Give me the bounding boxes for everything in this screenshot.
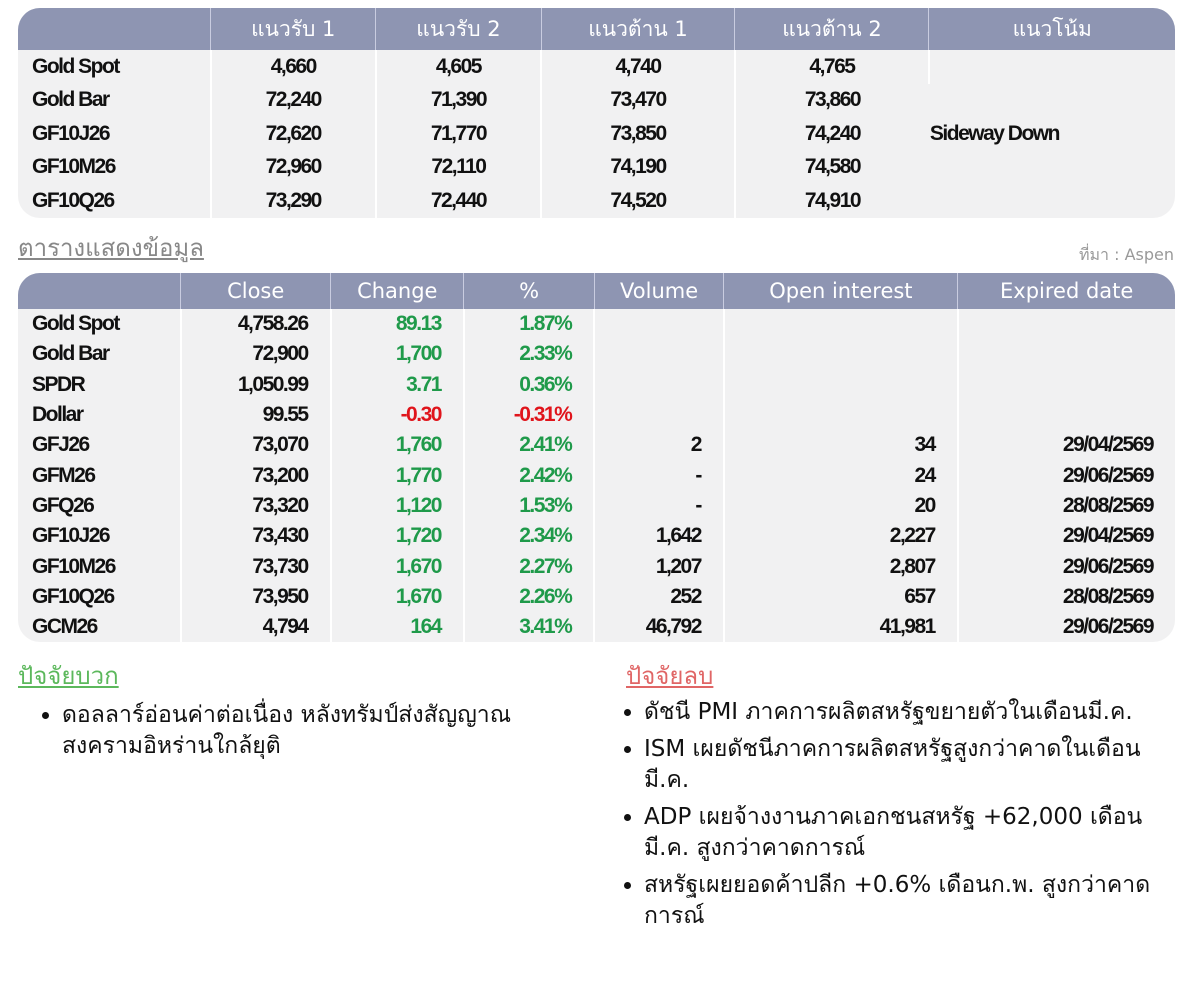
row-label: GF10M26: [18, 551, 181, 581]
market-data-table: [18, 273, 1175, 642]
table-row: [18, 491, 1175, 521]
cell: 657: [724, 582, 958, 612]
column-header: Close: [181, 273, 331, 309]
cell: 34: [724, 430, 958, 460]
cell: 73,430: [181, 521, 331, 551]
cell: 0.36%: [464, 370, 594, 400]
cell: 1,670: [331, 582, 464, 612]
cell: [958, 339, 1175, 369]
cell: 74,910: [804, 188, 861, 212]
factor-item: • สหรัฐเผยยอดค้าปลีก +0.6% เดือนก.พ. สูงกว่าคาดการณ์: [644, 870, 1184, 932]
cell: [958, 370, 1175, 400]
cell: 2.34%: [464, 521, 594, 551]
cell: 1.87%: [464, 309, 594, 339]
cell: 71,770: [376, 117, 541, 151]
cell: 2.42%: [464, 460, 594, 490]
column-header: [18, 273, 181, 309]
cell: 29/04/2569: [1062, 433, 1153, 457]
cell: -: [594, 491, 724, 521]
factor-item: • ดอลลาร์อ่อนค่าต่อเนื่อง หลังทรัมป์ส่งสัญญาณสงครามอิหร่านใกล้ยุติ: [62, 700, 582, 762]
cell: 29/06/2569: [1062, 615, 1153, 639]
negative-factors-title: ปัจจัยลบ: [626, 662, 714, 690]
table-row: [18, 50, 1175, 84]
cell: 89.13: [331, 309, 464, 339]
cell: 164: [331, 612, 464, 642]
column-header: Open interest: [724, 273, 958, 309]
support-resistance-table: [18, 8, 1175, 218]
cell: 72,240: [211, 84, 376, 118]
cell: 29/06/2569: [1062, 554, 1153, 578]
column-header: แนวรับ 2: [376, 8, 541, 50]
row-label: SPDR: [18, 370, 181, 400]
row-label: GF10Q26: [18, 184, 211, 218]
cell: 1,770: [331, 460, 464, 490]
cell: 4,740: [541, 50, 735, 84]
cell: 2.33%: [464, 339, 594, 369]
positive-factors-title: ปัจจัยบวก: [18, 662, 119, 690]
row-label: GFM26: [18, 460, 181, 490]
cell: 73,070: [181, 430, 331, 460]
cell: 28/08/2569: [1062, 493, 1153, 517]
cell: 73,860: [804, 88, 861, 112]
cell: 72,900: [181, 339, 331, 369]
cell: 41,981: [724, 612, 958, 642]
data-table-title: ตารางแสดงข้อมูล: [18, 234, 204, 262]
cell: 73,290: [211, 184, 376, 218]
cell: [958, 400, 1175, 430]
cell: 1,760: [331, 430, 464, 460]
cell: 29/06/2569: [1062, 463, 1153, 487]
cell: 1,207: [594, 551, 724, 581]
column-header: แนวรับ 1: [211, 8, 376, 50]
cell: [594, 309, 724, 339]
cell: 1,642: [594, 521, 724, 551]
table-row: [18, 460, 1175, 490]
cell: 4,758.26: [181, 309, 331, 339]
cell: 73,850: [541, 117, 735, 151]
cell: 99.55: [181, 400, 331, 430]
row-label: GFQ26: [18, 491, 181, 521]
cell: 1,120: [331, 491, 464, 521]
row-label: Dollar: [18, 400, 181, 430]
column-header: แนวโน้ม: [929, 8, 1175, 50]
column-header: %: [464, 273, 594, 309]
column-header: Expired date: [958, 273, 1175, 309]
cell: 71,390: [376, 84, 541, 118]
cell: 3.71: [331, 370, 464, 400]
cell: -: [594, 460, 724, 490]
table-row: [18, 582, 1175, 612]
cell: [958, 309, 1175, 339]
row-label: GF10J26: [18, 117, 211, 151]
row-label: GF10M26: [18, 151, 211, 185]
cell: 72,960: [211, 151, 376, 185]
cell: 2.41%: [464, 430, 594, 460]
positive-factors-list: [18, 700, 582, 768]
table-row: [18, 612, 1175, 642]
factor-item: • ISM เผยดัชนีภาคการผลิตสหรัฐสูงกว่าคาดในเดือนมี.ค.: [644, 734, 1184, 796]
cell: [724, 400, 958, 430]
cell: 73,320: [181, 491, 331, 521]
table-row: [18, 430, 1175, 460]
cell: 252: [594, 582, 724, 612]
cell: 1,720: [331, 521, 464, 551]
cell: [594, 370, 724, 400]
cell: 72,110: [376, 151, 541, 185]
cell: 29/04/2569: [1062, 524, 1153, 548]
cell: -0.30: [331, 400, 464, 430]
cell: 72,620: [211, 117, 376, 151]
cell: [724, 309, 958, 339]
cell: 4,660: [211, 50, 376, 84]
column-header: แนวต้าน 1: [541, 8, 735, 50]
cell: -0.31%: [464, 400, 594, 430]
cell: [724, 339, 958, 369]
row-label: Gold Bar: [18, 84, 211, 118]
cell: 46,792: [594, 612, 724, 642]
row-label: Gold Bar: [18, 339, 181, 369]
cell: 74,240: [804, 121, 861, 145]
table-row: [18, 551, 1175, 581]
table-row: [18, 400, 1175, 430]
cell: 73,950: [181, 582, 331, 612]
cell: 1,700: [331, 339, 464, 369]
column-header: Volume: [594, 273, 724, 309]
cell: 4,794: [181, 612, 331, 642]
row-label: Gold Spot: [18, 309, 181, 339]
cell: 72,440: [376, 184, 541, 218]
cell: 1,050.99: [181, 370, 331, 400]
cell: 1,670: [331, 551, 464, 581]
cell: [594, 400, 724, 430]
row-label: GFJ26: [18, 430, 181, 460]
cell: 73,470: [541, 84, 735, 118]
source-label: ที่มา : Aspen: [1078, 245, 1174, 264]
cell: 2: [594, 430, 724, 460]
table-row: [18, 521, 1175, 551]
cell: 74,520: [541, 184, 735, 218]
column-header: Change: [331, 273, 464, 309]
row-label: GCM26: [18, 612, 181, 642]
cell: 73,200: [181, 460, 331, 490]
table-row: [18, 309, 1175, 339]
cell: 2.27%: [464, 551, 594, 581]
cell: [594, 339, 724, 369]
cell: 24: [724, 460, 958, 490]
cell: [724, 370, 958, 400]
trend-cell: Sideway Down: [929, 121, 1059, 145]
column-header: แนวต้าน 2: [735, 8, 929, 50]
cell: 74,190: [541, 151, 735, 185]
cell: 4,765: [735, 50, 929, 84]
negative-factors-list: [600, 697, 1184, 938]
cell: 3.41%: [464, 612, 594, 642]
cell: 4,605: [376, 50, 541, 84]
cell: 1.53%: [464, 491, 594, 521]
cell: 2,227: [724, 521, 958, 551]
table-row: [18, 339, 1175, 369]
row-label: Gold Spot: [18, 50, 211, 84]
cell: 74,580: [804, 155, 861, 179]
cell: 2.26%: [464, 582, 594, 612]
row-label: GF10Q26: [18, 582, 181, 612]
table-row: [18, 370, 1175, 400]
cell: 20: [724, 491, 958, 521]
cell: 28/08/2569: [1062, 584, 1153, 608]
cell: 2,807: [724, 551, 958, 581]
column-header: [18, 8, 211, 50]
factor-item: • ADP เผยจ้างงานภาคเอกชนสหรัฐ +62,000 เดือนมี.ค. สูงกว่าคาดการณ์: [644, 802, 1184, 864]
factor-item: • ดัชนี PMI ภาคการผลิตสหรัฐขยายตัวในเดือนมี.ค.: [644, 697, 1184, 728]
row-label: GF10J26: [18, 521, 181, 551]
cell: 73,730: [181, 551, 331, 581]
